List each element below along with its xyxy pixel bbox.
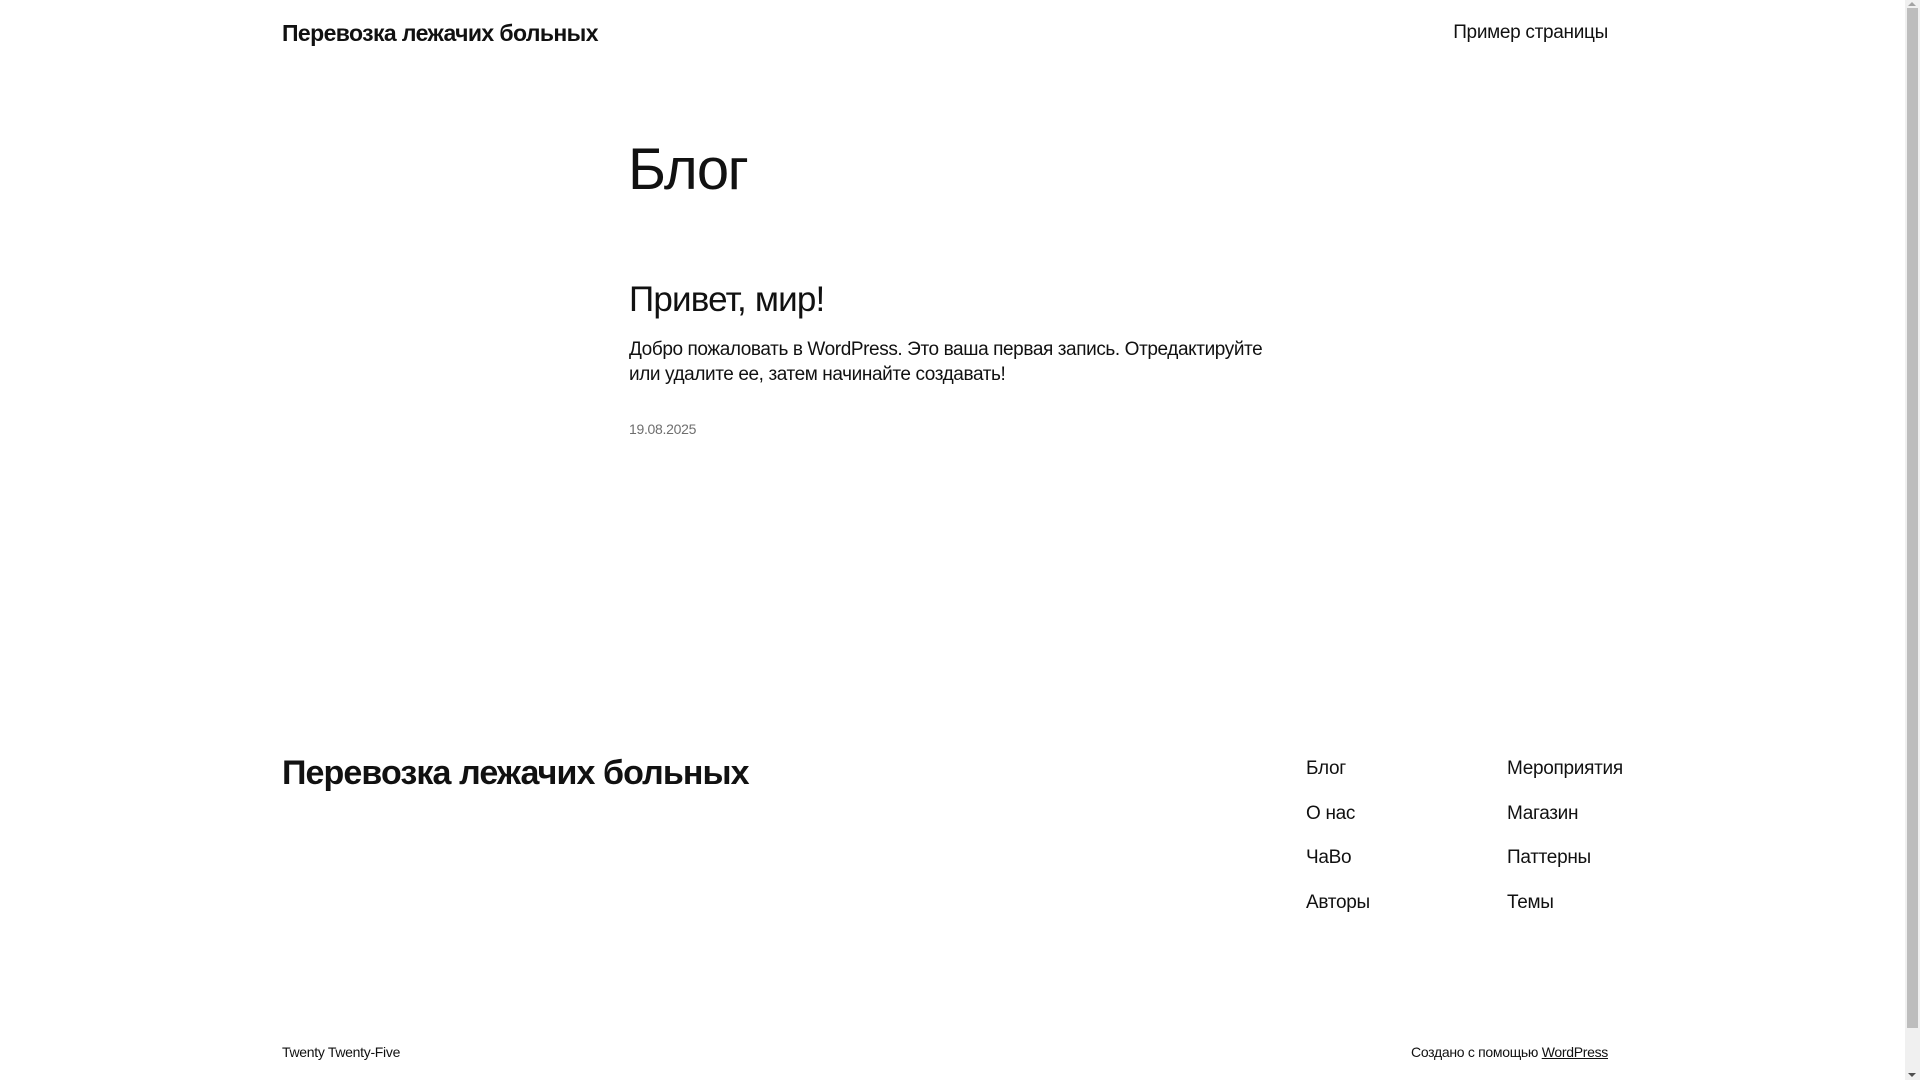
footer-link-events[interactable]: Мероприятия <box>1507 758 1623 779</box>
footer-site-title-link[interactable]: Перевозка лежачих больных <box>282 754 749 792</box>
footer-link-about[interactable]: О нас <box>1306 802 1356 824</box>
footer-link-themes[interactable]: Темы <box>1507 891 1554 913</box>
footer-nav-column-1 <box>1306 758 1370 936</box>
nav-link-sample-page[interactable]: Пример страницы <box>1453 22 1608 43</box>
footer-link-blog[interactable]: Блог <box>1306 758 1346 779</box>
powered-by <box>1411 1044 1608 1060</box>
post-excerpt: Добро пожаловать в WordPress. Это ваша первая запись. Отредактируйте или удалите ее, затем начинайте создавать! <box>629 339 1263 385</box>
wordpress-link[interactable]: WordPress <box>1541 1044 1608 1060</box>
site-title-link[interactable]: Перевозка лежачих больных <box>282 20 598 46</box>
powered-by-prefix: Создано с помощью <box>1411 1044 1542 1060</box>
post-date[interactable]: 19.08.2025 <box>629 421 697 437</box>
footer-link-shop[interactable]: Магазин <box>1507 802 1579 824</box>
scrollbar-thumb[interactable] <box>1907 8 1918 1028</box>
scroll-up-arrow-icon[interactable] <box>1908 2 1916 6</box>
vertical-scrollbar[interactable] <box>1905 0 1920 1080</box>
theme-credit: Twenty Twenty-Five <box>282 1044 401 1060</box>
post-title-link[interactable]: Привет, мир! <box>629 280 825 319</box>
footer-link-faq[interactable]: ЧаВо <box>1306 847 1352 868</box>
footer-nav-column-2 <box>1507 758 1623 936</box>
footer-link-patterns[interactable]: Паттерны <box>1507 847 1591 868</box>
page-title: Блог <box>628 137 748 202</box>
footer-link-authors[interactable]: Авторы <box>1306 891 1370 913</box>
scroll-down-arrow-icon[interactable] <box>1908 1073 1916 1077</box>
